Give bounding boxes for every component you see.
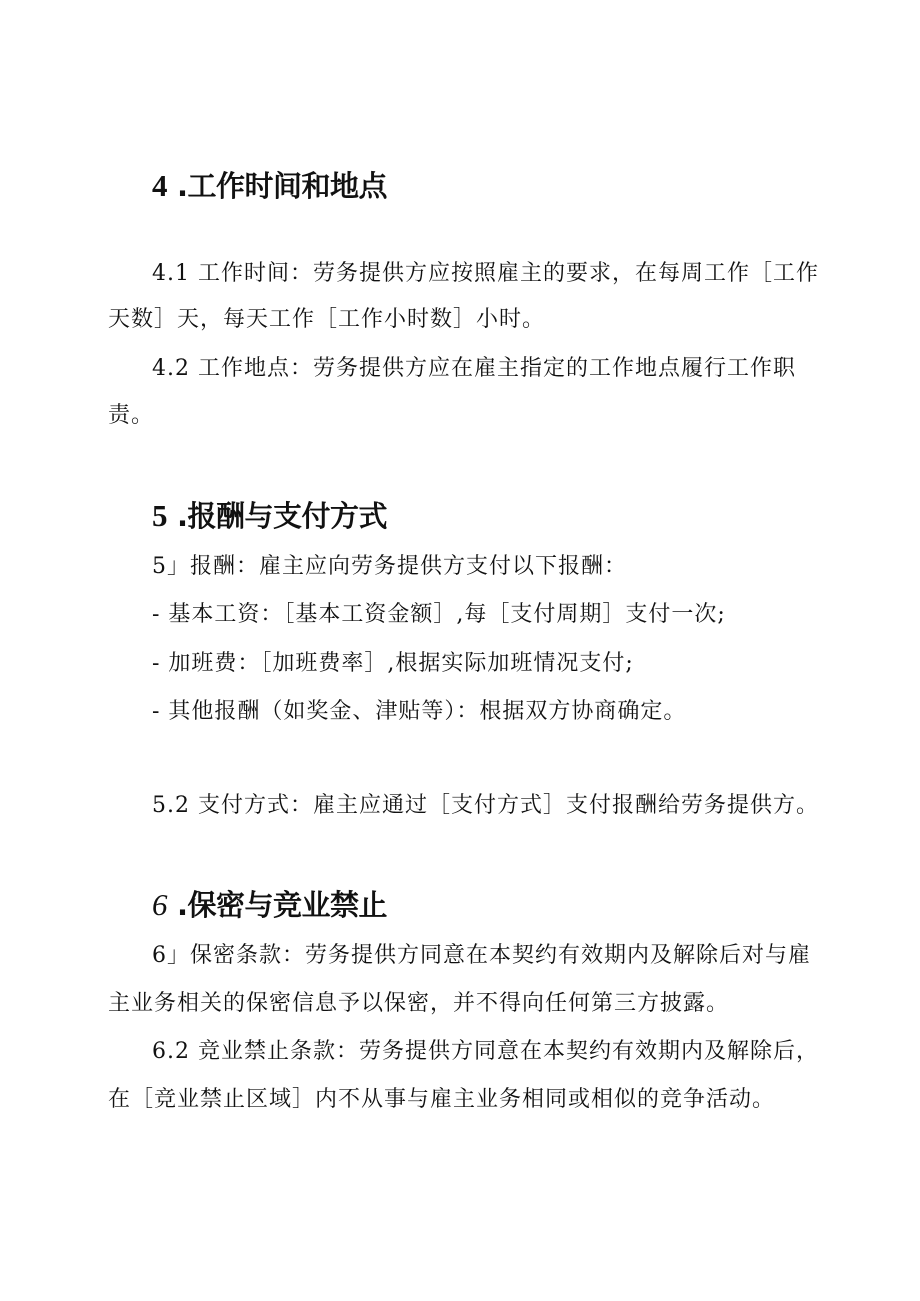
section-5-heading xyxy=(152,494,387,535)
section-6-title: .保密与竞业禁止 xyxy=(177,888,388,922)
section-5-number: 5 xyxy=(152,498,167,533)
section-4-1-line-2: 天数］天，每天工作［工作小时数］小时。 xyxy=(108,307,546,332)
section-6-2-line-1: 6.2 竞业禁止条款：劳务提供方同意在本契约有效期内及解除后， xyxy=(152,1039,819,1064)
section-6-number: 6 xyxy=(152,887,167,922)
section-6-heading xyxy=(152,883,387,924)
compensation-item-other: - 其他报酬（如奖金、津贴等）：根据双方协商确定。 xyxy=(152,699,687,724)
section-6-2-line-2: 在［竞业禁止区域］内不从事与雇主业务相同或相似的竞争活动。 xyxy=(108,1087,776,1112)
section-5-1-paragraph: 5」报酬：雇主应向劳务提供方支付以下报酬： xyxy=(152,554,627,579)
compensation-item-overtime: - 加班费：［加班费率］,根据实际加班情况支付; xyxy=(152,651,634,676)
section-6-1-line-1: 6」保密条款：劳务提供方同意在本契约有效期内及解除后对与雇 xyxy=(152,943,811,968)
compensation-item-basic-salary: - 基本工资：［基本工资金额］,每［支付周期］支付一次; xyxy=(152,602,726,627)
section-5-title: .报酬与支付方式 xyxy=(177,499,388,533)
section-4-heading xyxy=(152,164,387,205)
section-4-1-line-1: 4.1 工作时间：劳务提供方应按照雇主的要求，在每周工作［工作 xyxy=(152,261,819,286)
section-6-1-line-2: 主业务相关的保密信息予以保密，并不得向任何第三方披露。 xyxy=(108,991,730,1016)
section-4-2-line-1: 4.2 工作地点：劳务提供方应在雇主指定的工作地点履行工作职 xyxy=(152,356,796,381)
section-4-2-line-2: 责。 xyxy=(108,403,155,428)
section-5-2-paragraph: 5.2 支付方式：雇主应通过［支付方式］支付报酬给劳务提供方。 xyxy=(152,793,819,818)
section-4-number: 4 xyxy=(152,168,167,203)
section-4-title: .工作时间和地点 xyxy=(177,169,388,203)
